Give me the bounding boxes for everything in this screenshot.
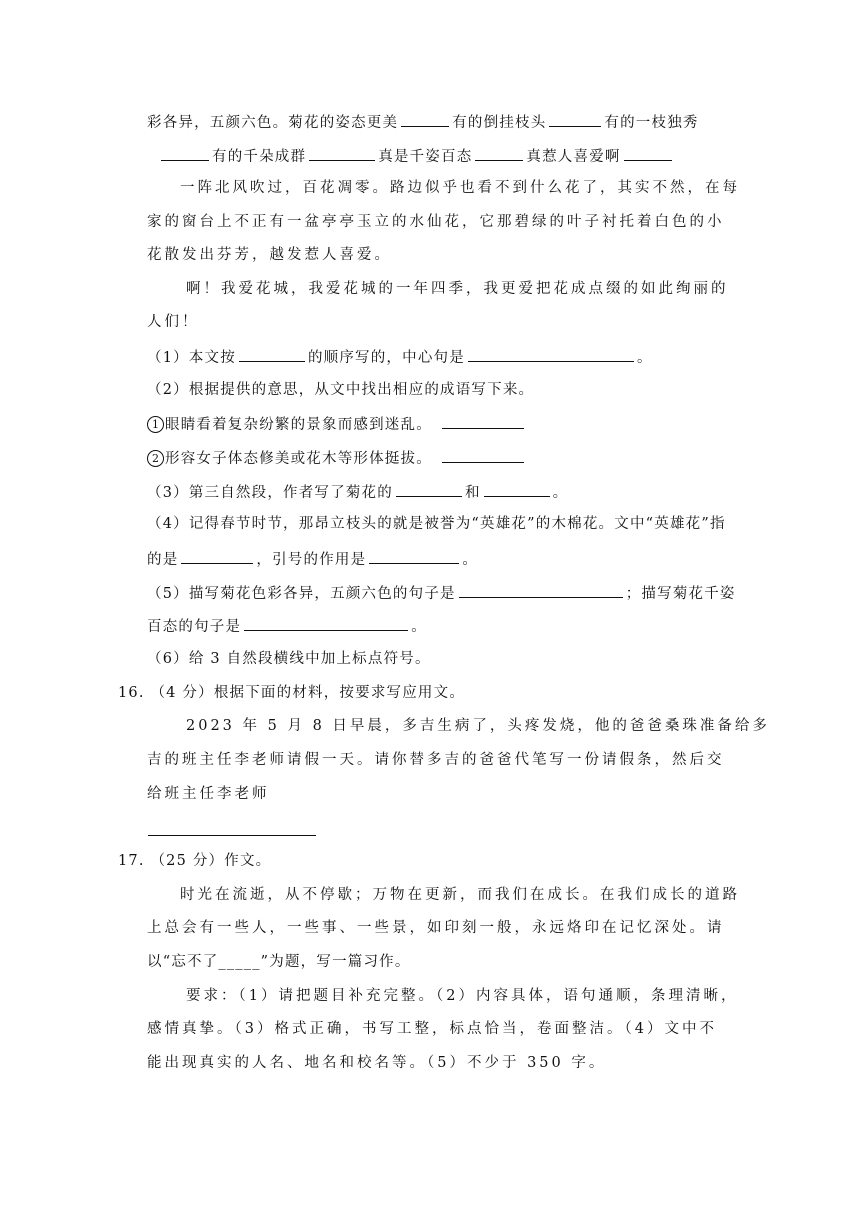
q17-line3: 以“忘不了_____”为题，写一篇习作。 bbox=[147, 954, 411, 970]
text: 彩各异，五颜六色。菊花的姿态更美 bbox=[147, 115, 399, 131]
passage-para4-line3: 花散发出芬芳，越发惹人喜爱。 bbox=[147, 247, 392, 263]
q17-heading bbox=[118, 851, 271, 871]
passage-para4-line1: 一阵北风吹过，百花凋零。路边似乎也看不到什么花了，其实不然，在每 bbox=[180, 180, 740, 196]
text: （3）第三自然段，作者写了菊花的 bbox=[147, 485, 393, 501]
q15-item-6: （6）给 3 自然段横线中加上标点符号。 bbox=[147, 651, 431, 667]
q15-item-2: （2）根据提供的意思，从文中找出相应的成语写下来。 bbox=[147, 382, 535, 398]
text: （1）本文按 bbox=[147, 350, 236, 366]
question-number: 17. bbox=[118, 853, 145, 869]
q17-line2: 上总会有一些人，一些事、一些景，如印刻一般，永远烙印在记忆深处。请 bbox=[147, 920, 725, 936]
text: （5）描写菊花色彩各异，五颜六色的句子是 bbox=[147, 586, 456, 602]
q17-requirement-line2: 感情真挚。（3）格式正确，书写工整，标点恰当，卷面整洁。（4）文中不 bbox=[147, 1021, 717, 1037]
text: 的是 bbox=[147, 552, 179, 568]
answer-blank[interactable] bbox=[549, 111, 601, 127]
question-prompt: （25 分）作文。 bbox=[150, 853, 272, 869]
text: ；描写菊花千姿 bbox=[625, 586, 736, 602]
question-number: 16. bbox=[118, 685, 145, 701]
text: 的顺序写的，中心句是 bbox=[307, 350, 465, 366]
q17-requirement-line3: 能出现真实的人名、地名和校名等。（5）不少于 350 字。 bbox=[147, 1055, 607, 1071]
answer-blank[interactable] bbox=[309, 145, 375, 161]
text: 。 bbox=[462, 552, 479, 568]
q15-item-4-line1: （4）记得春节时节，那昂立枝头的就是被誉为“英雄花”的木棉花。文中“英雄花”指 bbox=[147, 516, 726, 532]
passage-para4-line2: 家的窗台上不正有一盆亭亭玉立的水仙花，它那碧绿的叶子衬托着白色的小 bbox=[147, 214, 725, 230]
answer-blank[interactable] bbox=[624, 145, 672, 161]
q15-item-3 bbox=[147, 481, 568, 501]
text: 形容女子体态修美或花木等形体挺拔。 bbox=[165, 451, 432, 467]
q16-heading bbox=[118, 683, 465, 703]
text: 。 bbox=[636, 350, 653, 366]
text: 真惹人喜爱啊 bbox=[526, 149, 621, 165]
q15-item-5-line1 bbox=[147, 582, 736, 602]
q15-item-5-line2 bbox=[147, 615, 427, 635]
answer-blank[interactable] bbox=[475, 145, 523, 161]
answer-blank[interactable] bbox=[369, 548, 459, 564]
answer-blank[interactable] bbox=[239, 346, 305, 362]
circled-number: 2 bbox=[147, 450, 164, 467]
answer-blank[interactable] bbox=[244, 615, 408, 631]
passage-para5-line2: 人们！ bbox=[147, 314, 200, 330]
text: 真是千姿百态 bbox=[378, 149, 473, 165]
q15-item-2b bbox=[147, 447, 527, 467]
q15-item-2a bbox=[147, 413, 527, 433]
answer-blank[interactable] bbox=[401, 111, 449, 127]
q17-line1: 时光在流逝，从不停歇；万物在更新，而我们在成长。在我们成长的道路 bbox=[180, 887, 740, 903]
answer-blank[interactable] bbox=[468, 346, 634, 362]
q15-item-1 bbox=[147, 346, 653, 366]
passage-para5-line1: 啊！我爱花城，我爱花城的一年四季，我更爱把花成点缀的如此绚丽的 bbox=[186, 281, 729, 297]
answer-blank[interactable] bbox=[181, 548, 253, 564]
q17-requirement-line1: 要求：（1）请把题目补充完整。（2）内容具体，语句通顺，条理清晰， bbox=[186, 988, 739, 1004]
q16-material-line1: 2023 年 5 月 8 日早晨，多吉生病了，头疼发烧，他的爸爸桑珠准备给多 bbox=[186, 718, 770, 734]
answer-blank[interactable] bbox=[459, 582, 623, 598]
passage-line-2 bbox=[158, 145, 675, 165]
answer-blank[interactable] bbox=[161, 145, 209, 161]
question-prompt: （4 分）根据下面的材料，按要求写应用文。 bbox=[150, 685, 466, 701]
q16-material-line2: 吉的班主任李老师请假一天。请你替多吉的爸爸代笔写一份请假条，然后交 bbox=[147, 752, 725, 768]
text: 和 bbox=[464, 485, 481, 501]
passage-line-1 bbox=[147, 111, 699, 131]
text: 有的一枝独秀 bbox=[604, 115, 699, 131]
answer-blank[interactable] bbox=[484, 481, 550, 497]
q15-item-4-line2 bbox=[147, 548, 478, 568]
text: 眼睛看着复杂纷繁的景象而感到迷乱。 bbox=[165, 417, 432, 433]
text: ，引号的作用是 bbox=[256, 552, 367, 568]
circled-number: 1 bbox=[147, 416, 164, 433]
answer-blank[interactable] bbox=[396, 481, 462, 497]
answer-blank[interactable] bbox=[442, 447, 524, 463]
text: 百态的句子是 bbox=[147, 619, 242, 635]
text: 。 bbox=[411, 619, 427, 635]
text: 有的千朵成群 bbox=[212, 149, 307, 165]
answer-blank[interactable] bbox=[442, 413, 524, 429]
text: 。 bbox=[552, 485, 569, 501]
answer-line[interactable] bbox=[148, 835, 316, 836]
q16-material-line3: 给班主任李老师 bbox=[147, 786, 270, 802]
text: 有的倒挂枝头 bbox=[452, 115, 547, 131]
